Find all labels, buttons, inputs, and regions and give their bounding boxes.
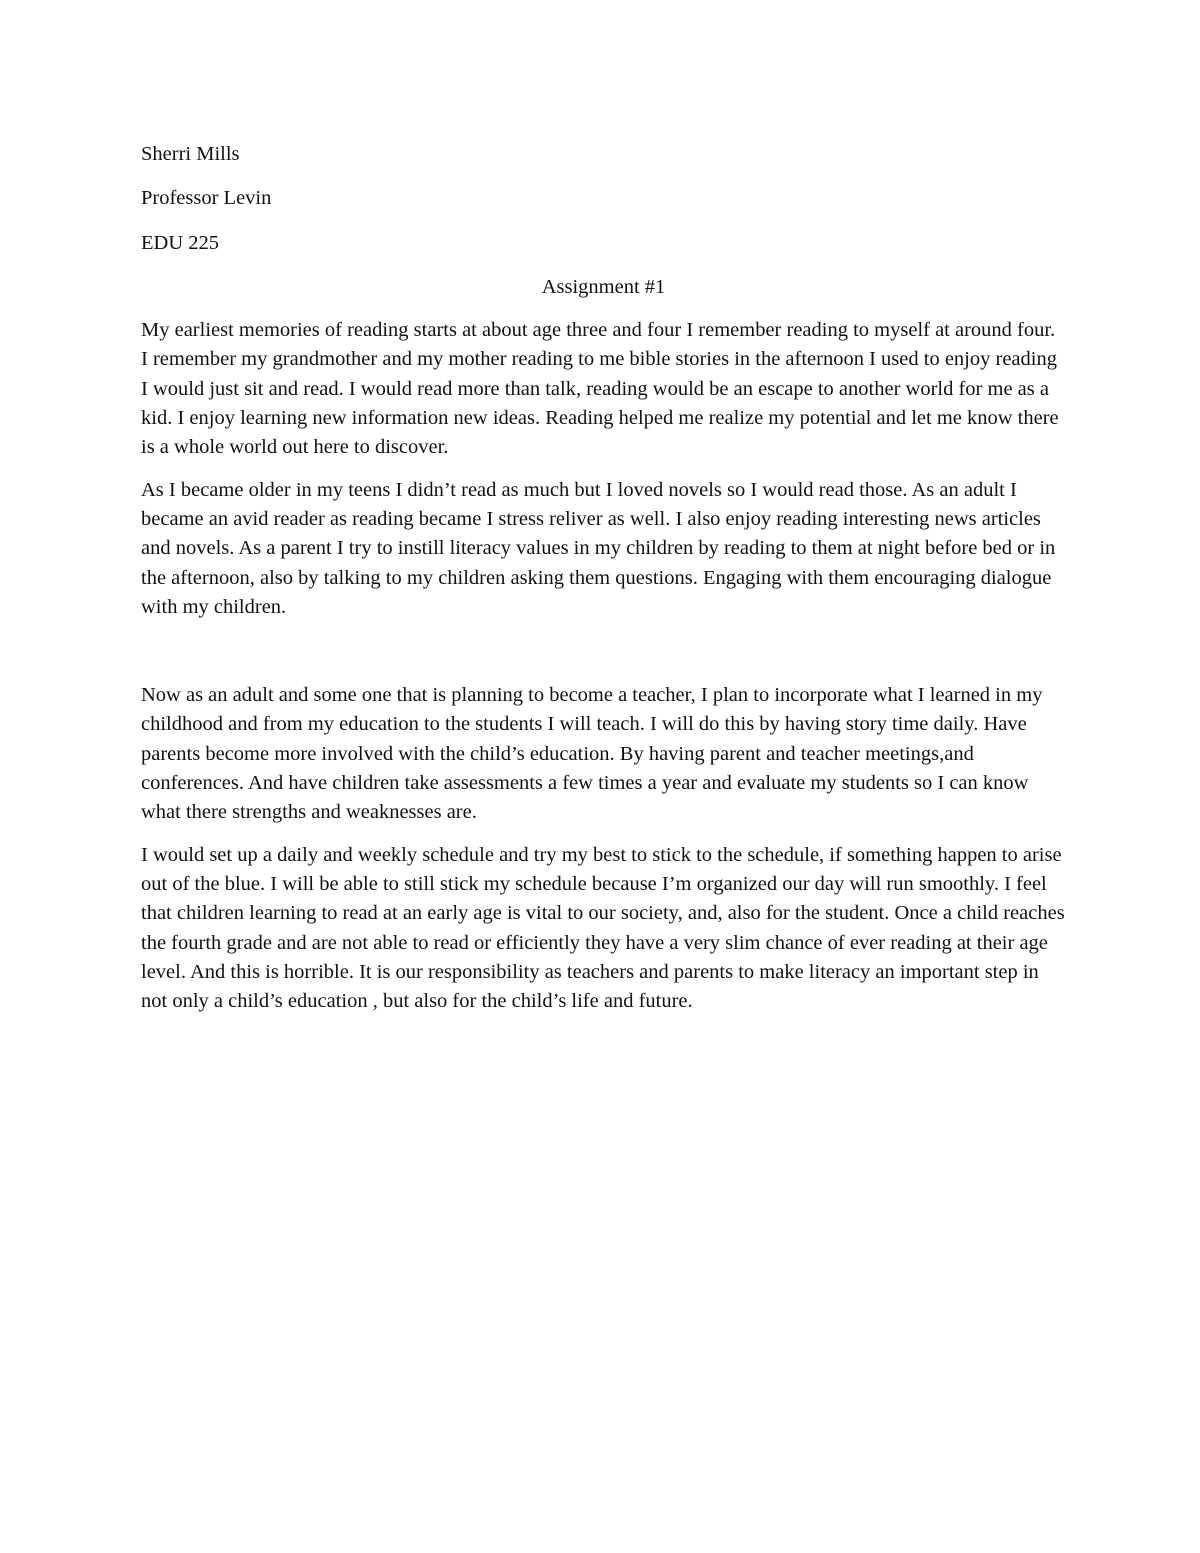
document-body [141, 140, 1066, 1029]
professor-name: Professor Levin [141, 187, 272, 210]
assignment-title: Assignment #1 [541, 275, 666, 298]
paragraph: As I became older in my teens I didn’t read as much but I loved novels so I would read those. As an adult I became an avid reader as reading became I stress reliver as well. I also enjoy reading interesting news articles and novels. As a parent I try to instill literacy values in my children by reading to them at night before bed or in the afternoon, also by talking to my children asking them questions. Engaging with them encouraging dialogue with my children. [141, 478, 1056, 618]
student-name: Sherri Mills [141, 143, 240, 165]
paragraph: My earliest memories of reading starts at about age three and four I remember reading to myself at around four. I remember my grandmother and my mother reading to me bible stories in the afternoon I used to enjoy reading I would just sit and read. I would read more than talk, reading would be an escape to another world for me as a kid. I enjoy learning new information new ideas. Reading helped me realize my potential and let me know there is a whole world out here to discover. [141, 319, 1059, 459]
paragraph: I would set up a daily and weekly schedule and try my best to stick to the schedule, if something happen to arise out of the blue. I will be able to still stick my schedule because I’m organized our day will run smoothly. I feel that children learning to read at an early age is vital to our society, and, also for the student. Once a child reaches the fourth grade and are not able to read or efficiently they have a very slim chance of ever reading at their age level. And this is horrible. It is our responsibility as teachers and parents to make literacy an important step in not only a child’s education , but also for the child’s life and future. [141, 843, 1065, 1013]
blank-line [141, 635, 1066, 681]
paragraph: Now as an adult and some one that is planning to become a teacher, I plan to incorporate what I learned in my childhood and from my education to the students I will teach. I will do this by having story time daily. Have parents become more involved with the child’s education. By having parent and teacher meetings,and conferences. And have children take assessments a few times a year and evaluate my students so I can know what there strengths and weaknesses are. [141, 684, 1043, 824]
course-code: EDU 225 [141, 231, 220, 254]
